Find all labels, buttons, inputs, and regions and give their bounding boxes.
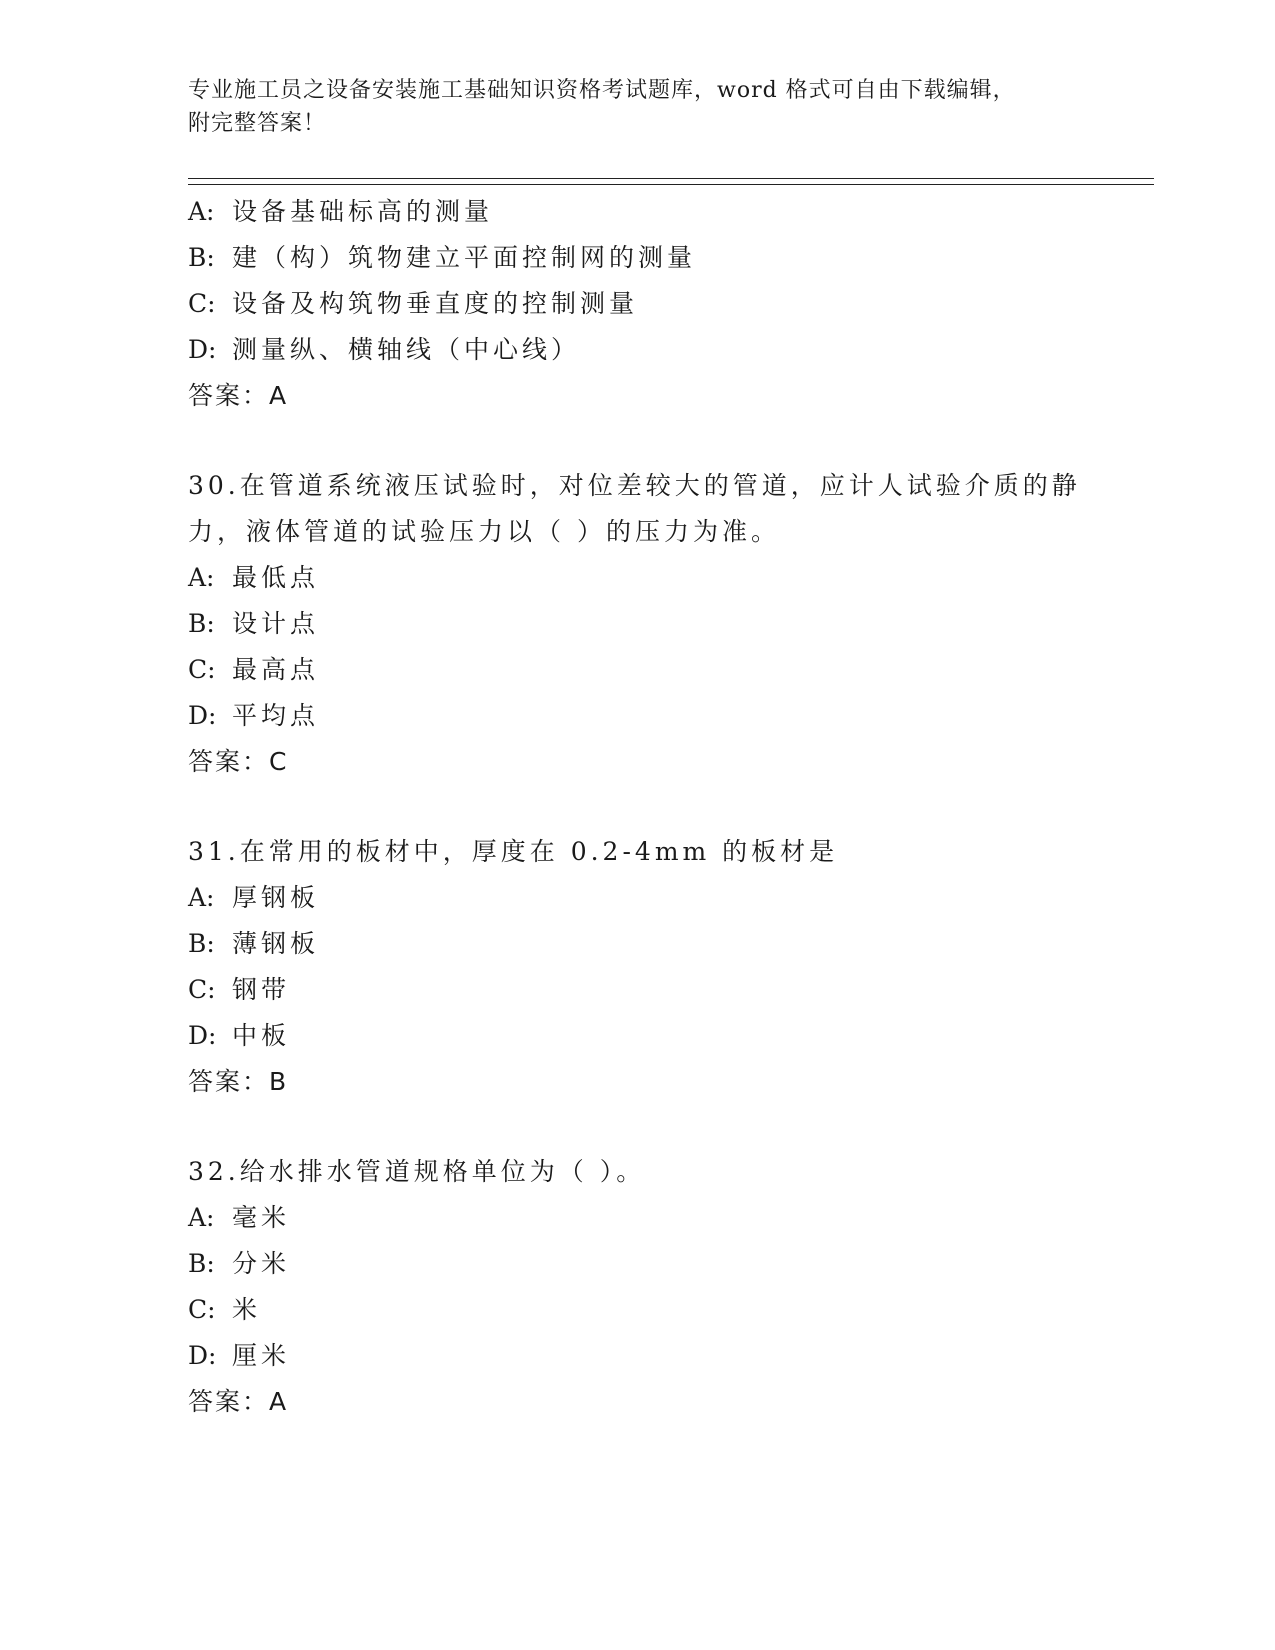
question-block-30 (188, 463, 1088, 785)
option-d: D: 中板 (188, 1021, 291, 1050)
answer-line: 答案：A (188, 381, 289, 410)
question-list (188, 189, 1088, 1425)
question-block-32 (188, 1149, 1088, 1425)
answer-line: 答案：C (188, 747, 289, 776)
question-block-prev (188, 189, 1088, 419)
option-b: B: 薄钢板 (188, 929, 320, 958)
option-a: A: 毫米 (188, 1203, 291, 1232)
question-stem-line-2: 力，液体管道的试验压力以（ ）的压力为准。 (188, 517, 780, 546)
question-stem-line-1: 30.在管道系统液压试验时，对位差较大的管道，应计人试验介质的静 (188, 471, 1081, 500)
header-divider-top (188, 178, 1154, 179)
option-d: D: 平均点 (188, 701, 320, 730)
answer-line: 答案：A (188, 1387, 289, 1416)
option-c: C: 最高点 (188, 655, 320, 684)
option-a: A: 厚钢板 (188, 883, 320, 912)
header-divider-bottom (188, 184, 1154, 185)
page-header (188, 74, 1068, 140)
option-b: B: 建（构）筑物建立平面控制网的测量 (188, 243, 697, 272)
question-stem-line-1: 32.给水排水管道规格单位为（ ）。 (188, 1157, 646, 1186)
answer-line: 答案：B (188, 1067, 289, 1096)
option-b: B: 设计点 (188, 609, 320, 638)
question-stem-line-1: 31.在常用的板材中，厚度在 0.2-4mm 的板材是 (188, 837, 839, 866)
option-d: D: 厘米 (188, 1341, 291, 1370)
option-c: C: 米 (188, 1295, 262, 1324)
option-b: B: 分米 (188, 1249, 291, 1278)
option-d: D: 测量纵、横轴线（中心线） (188, 335, 581, 364)
option-c: C: 设备及构筑物垂直度的控制测量 (188, 289, 639, 318)
question-block-31 (188, 829, 1088, 1105)
option-c: C: 钢带 (188, 975, 291, 1004)
header-line-1: 专业施工员之设备安装施工基础知识资格考试题库，word 格式可自由下载编辑， (188, 78, 1016, 103)
option-a: A: 设备基础标高的测量 (188, 197, 494, 226)
option-a: A: 最低点 (188, 563, 320, 592)
header-line-2: 附完整答案！ (188, 111, 327, 136)
